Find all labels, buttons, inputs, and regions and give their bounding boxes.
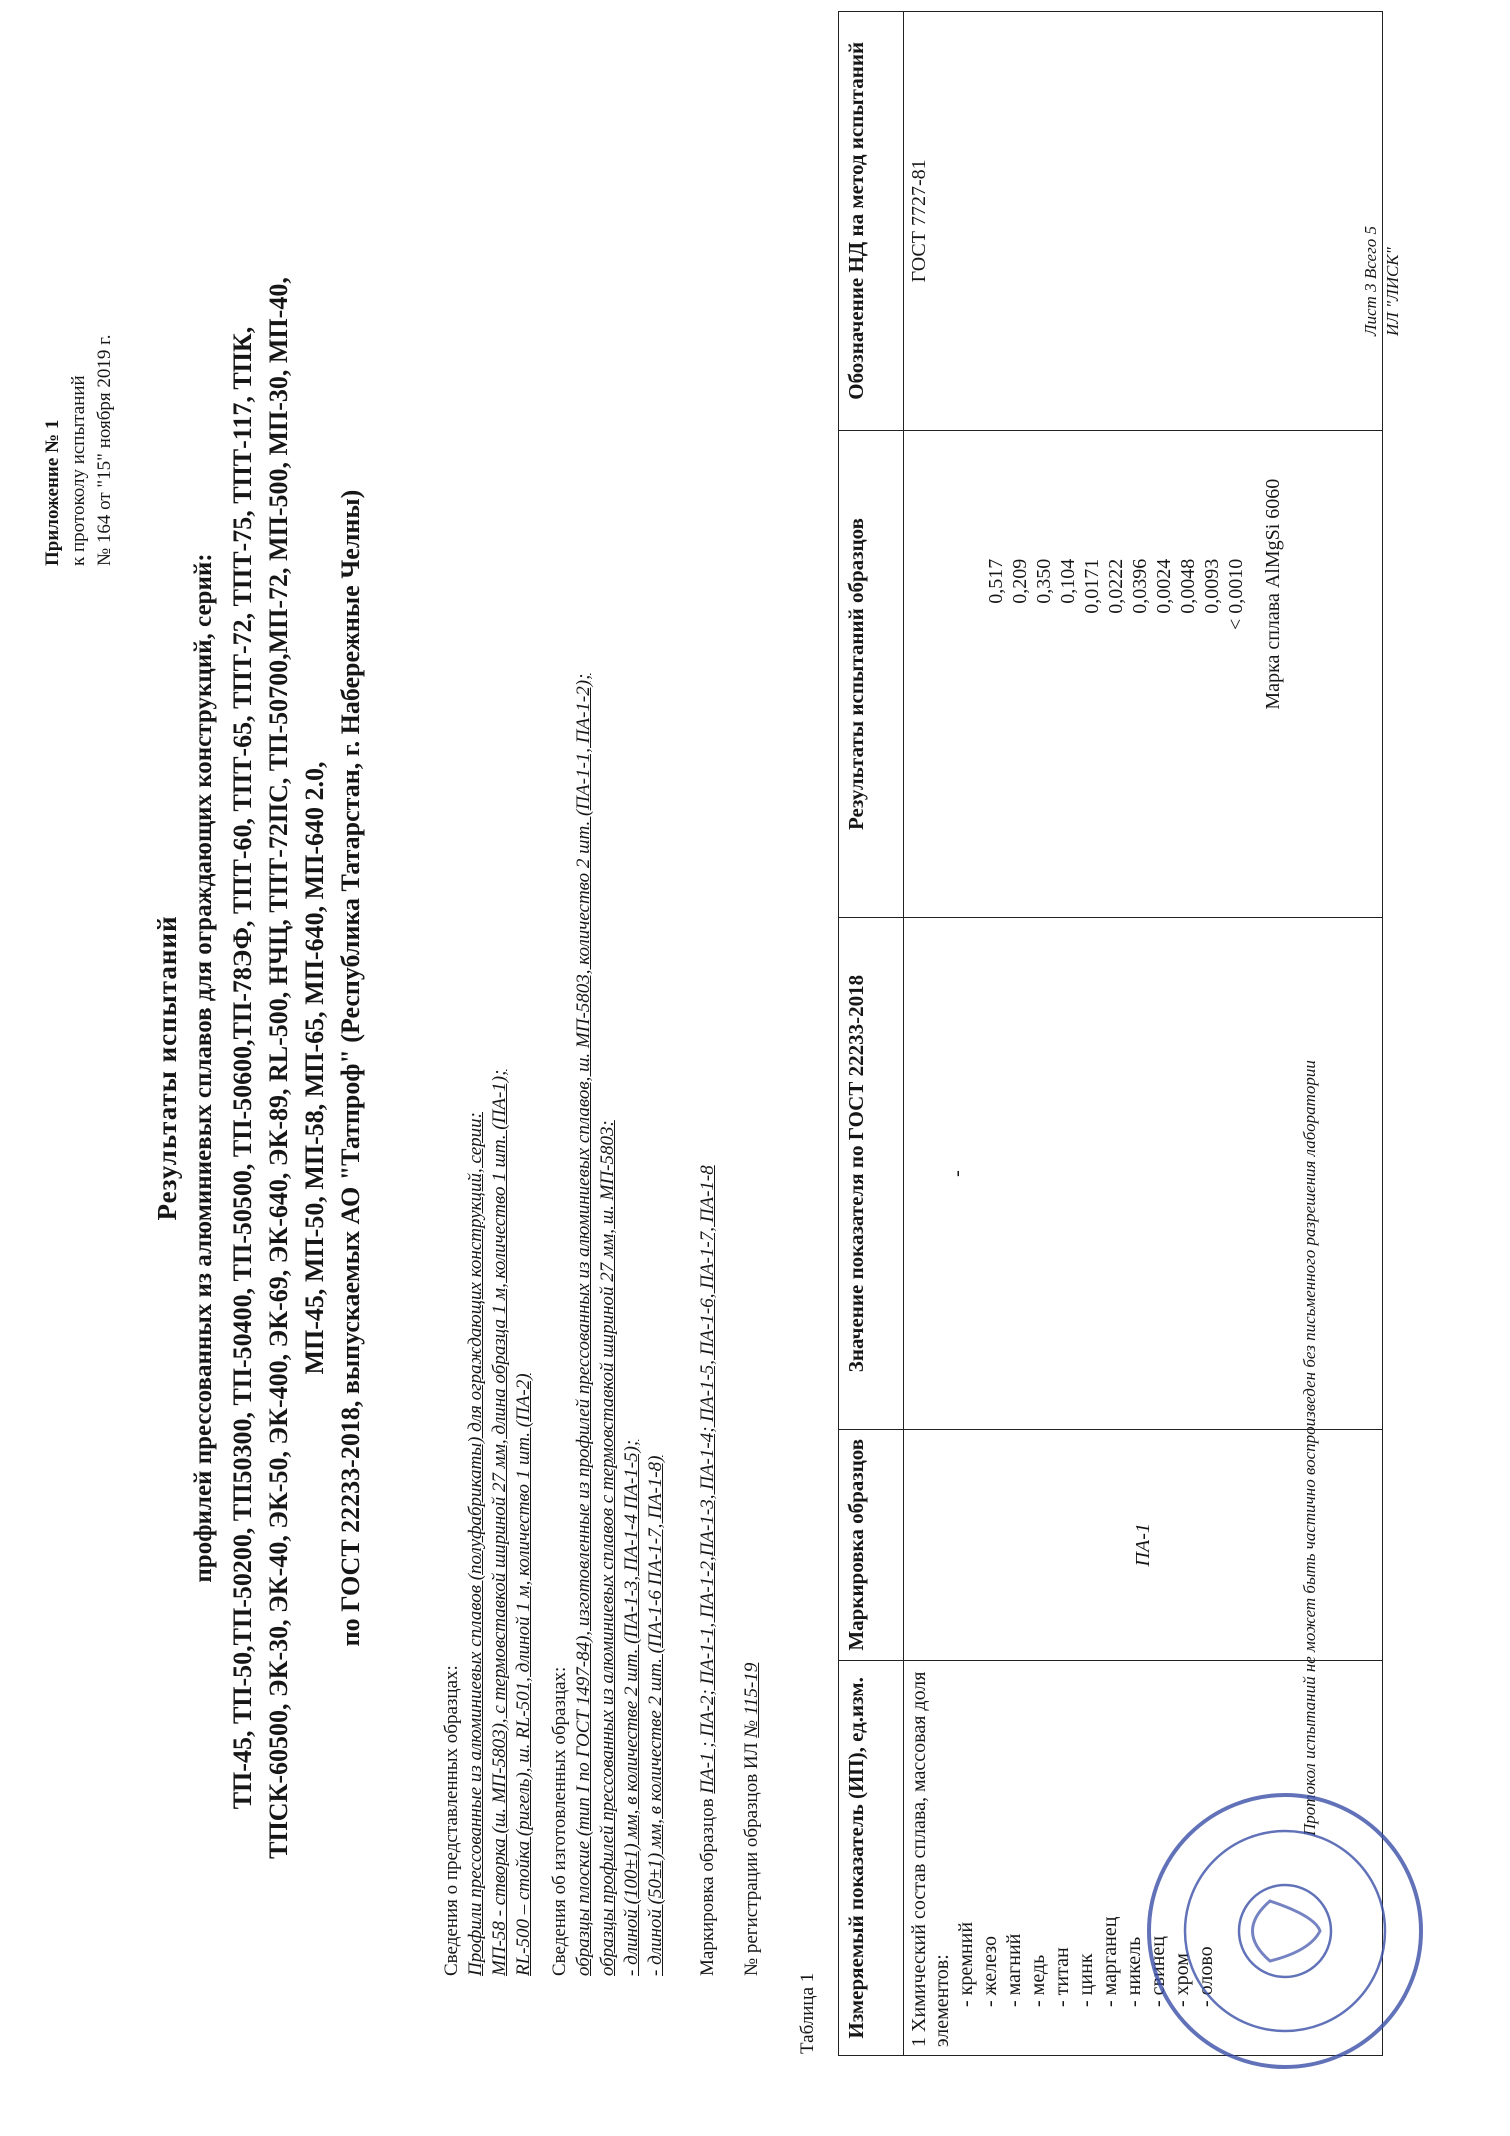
doc-subtitle: профилей прессованных из алюминиевых сплавов для ограждающих конструкций, серий:: [190, 553, 217, 1583]
series-line-3: МП-45, МП-50, МП-58, МП-65, МП-640, МП-640 2.0,: [300, 761, 329, 1375]
results-cell: [904, 430, 1383, 918]
result-value: 0,0171: [1081, 558, 1103, 614]
table-caption: Таблица 1: [797, 1972, 818, 2054]
element-item: - олово: [1195, 1946, 1217, 2007]
result-value: 0,209: [1009, 558, 1031, 604]
element-item: - магний: [1003, 1933, 1025, 2007]
result-value: 0,0396: [1129, 558, 1151, 614]
appendix-protocol: к протоколу испытаний: [68, 375, 89, 566]
element-item: - кремний: [955, 1921, 977, 2007]
element-item: - цинк: [1075, 1953, 1097, 2007]
header-results: Результаты испытаний образцов: [839, 430, 904, 918]
result-value: 0,104: [1057, 558, 1079, 604]
series-line-4: по ГОСТ 22233-2018, выпускаемых АО "Татпроф" (Республика Татарстан, г. Набережные Челны): [336, 489, 365, 1647]
sample-mark: ПА-1: [1131, 1523, 1154, 1567]
element-item: - медь: [1027, 1954, 1049, 2007]
made-samples-line-2: образцы профилей прессованных из алюминиевых сплавов с термовставкой шириной 27 мм, ш. МП-5803:: [597, 1120, 618, 1976]
sheet-number: Лист 3 Всего 5: [1361, 226, 1380, 336]
element-item: - титан: [1051, 1947, 1073, 2007]
result-value: 0,350: [1033, 558, 1055, 604]
appendix-title: Приложение № 1: [42, 419, 63, 566]
method-value: ГОСТ 7727-81: [908, 159, 930, 283]
element-item: - хром: [1171, 1953, 1193, 2007]
registration-value: № 115-19: [741, 1662, 762, 1738]
element-item: - никель: [1123, 1936, 1145, 2007]
sheet-org: ИЛ "ЛИСК": [1383, 247, 1402, 336]
element-item: - железо: [979, 1936, 1001, 2007]
appendix-number-date: № 164 от "15" ноября 2019 г.: [94, 334, 115, 566]
samples-line-3: RL-500 – стойка (ригель), ш. RL-501, длиной 1 м, количество 1 шт. (ПА-2): [513, 1373, 534, 1976]
footer-note: Протокол испытаний не может быть частично воспроизведен без письменного разрешения лаборатории: [1300, 1060, 1319, 1836]
alloy-grade: Марка сплава AlMgSi 6060: [1262, 478, 1284, 710]
series-line-2: ТПСК-60500, ЭК-30, ЭК-40, ЭК-50, ЭК-400, ЭК-69, ЭК-640, ЭК-89, RL-500, НЧЦ, ТПТ-72ПС, ТП-50700,МП-72, МП-500, МП-30, МП-40,: [264, 277, 293, 1859]
gost-value: -: [946, 1170, 968, 1177]
samples-line-1: Профили прессованные из алюминиевых сплавов (полуфабрикаты) для ограждающих конструкций, серии:: [465, 1112, 486, 1976]
indicator-title: 1 Химический состав сплава, массовая доля элементов:: [908, 1671, 953, 2047]
made-samples-heading: Сведения об изготовленных образцах:: [549, 1666, 570, 1976]
result-values: [984, 439, 1248, 910]
result-value: 0,517: [985, 558, 1007, 604]
made-samples-line-4: - длиной (50±1) мм, в количестве 2 шт. (ПА-1-6 ПА-1-7, ПА-1-8): [645, 1455, 666, 1976]
sheet-info: [1360, 226, 1404, 336]
header-marking: Маркировка образцов: [839, 1429, 904, 1660]
series-line-1: ТП-45, ТП-50,ТП-50200, ТП50300, ТП-50400, ТП-50500, ТП-50600,ТП-78ЭФ, ТПТ-60, ТПТ-65, ТПТ-72, ТПТ-75, ТПТ-117, ТПК,: [228, 326, 257, 1810]
result-value: 0,0222: [1105, 558, 1127, 614]
marking-line: [696, 1165, 720, 1976]
method-cell: [904, 12, 1383, 431]
marking-value: ПА-1 ; ПА-2; ПА-1-1, ПА-1-2,ПА-1-3, ПА-1-4; ПА-1-5, ПА-1-6, ПА-1-7, ПА-1-8: [697, 1165, 718, 1794]
samples-line-2: МП-58 - створка (ш. МП-5803), с термовставкой шириной 27 мм, длина образца 1 м, количество 1 шт. (ПА-1);: [489, 1069, 510, 1976]
element-item: - марганец: [1099, 1916, 1121, 2007]
header-method: Обозначение НД на метод испытаний: [839, 12, 904, 431]
certification-stamp: [1140, 1786, 1430, 2076]
marking-label: Маркировка образцов: [697, 1798, 718, 1976]
header-gost-value: Значение показателя по ГОСТ 22233-2018: [839, 918, 904, 1430]
result-value: 0,0093: [1201, 558, 1223, 614]
samples-heading: Сведения о представленных образцах:: [441, 1665, 462, 1976]
registration-label: № регистрации образцов ИЛ: [741, 1742, 762, 1976]
result-value: 0,0024: [1153, 558, 1175, 614]
appendix-block: [40, 136, 118, 566]
doc-title: Результаты испытаний: [152, 915, 182, 1221]
registration-line: [740, 1663, 764, 1976]
table-header-row: [839, 12, 904, 2056]
result-value: < 0,0010: [1225, 558, 1247, 630]
element-item: - свинец: [1147, 1936, 1169, 2007]
made-samples-line-1: образцы плоские (тип I по ГОСТ 1497-84), изготовленные из профилей прессованных из алюминиевых сплавов, ш. МП-5803, количество 2 шт. (ПА-1-1, ПА-1-2);: [573, 673, 594, 1976]
header-indicator: Измеряемый показатель (ИП), ед.изм.: [839, 1660, 904, 2055]
made-samples-line-3: - длиной (100±1) мм, в количестве 2 шт. (ПА-1-3, ПА-1-4 ПА-1-5);: [621, 1439, 642, 1976]
result-value: 0,0048: [1177, 558, 1199, 614]
